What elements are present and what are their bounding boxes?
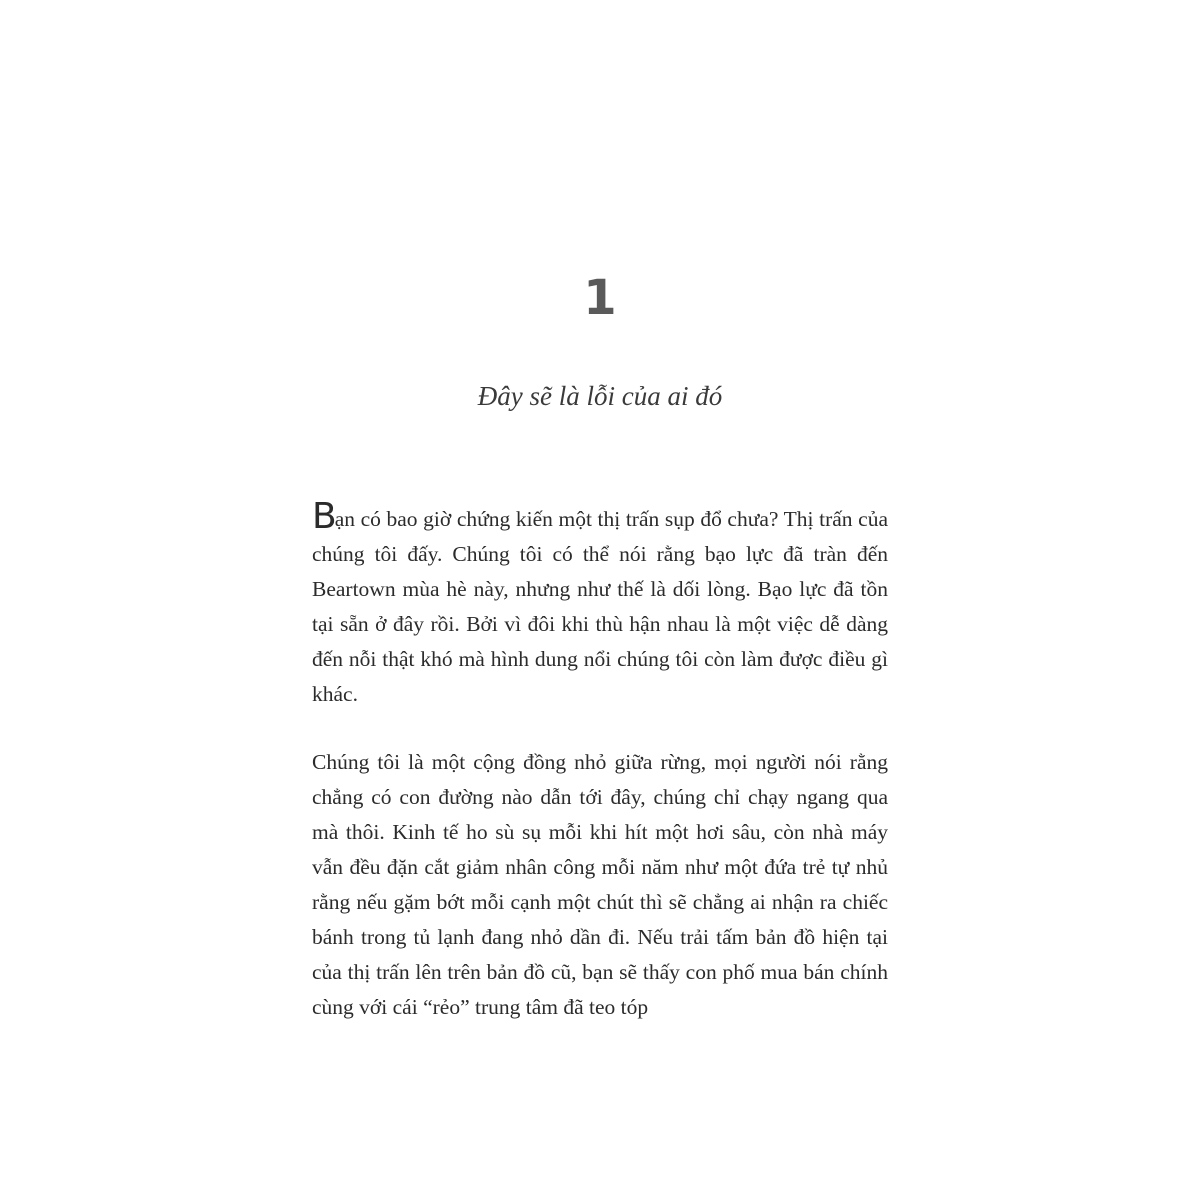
chapter-title: Đây sẽ là lỗi của ai đó (477, 381, 723, 411)
chapter-body (312, 496, 888, 1025)
drop-cap: B (312, 496, 335, 537)
paragraph-2 (312, 745, 888, 1025)
paragraph-1-text: ạn có bao giờ chứng kiến một thị trấn sụp đổ chưa? Thị trấn của chúng tôi đấy. Chúng tôi có thể nói rằng bạo lực đã tràn đến Beartown mùa hè này, nhưng như thế là dối lòng. Bạo lực đã tồn tại sẵn ở đây rồi. Bởi vì đôi khi thù hận nhau là một việc dễ dàng đến nỗi thật khó mà hình dung nổi chúng tôi còn làm được điều gì khác. (312, 507, 888, 706)
chapter-number: 1 (583, 270, 617, 326)
paragraph-2-text: Chúng tôi là một cộng đồng nhỏ giữa rừng, mọi người nói rằng chẳng có con đường nào dẫn tới đây, chúng chỉ chạy ngang qua mà thôi. Kinh tế ho sù sụ mỗi khi hít một hơi sâu, còn nhà máy vẫn đều đặn cắt giảm nhân công mỗi năm như một đứa trẻ tự nhủ rằng nếu gặm bớt mỗi cạnh một chút thì sẽ chẳng ai nhận ra chiếc bánh trong tủ lạnh đang nhỏ dần đi. Nếu trải tấm bản đồ hiện tại của thị trấn lên trên bản đồ cũ, bạn sẽ thấy con phố mua bán chính cùng với cái “rẻo” trung tâm đã teo tóp (312, 750, 888, 1019)
paragraph-1 (312, 496, 888, 712)
